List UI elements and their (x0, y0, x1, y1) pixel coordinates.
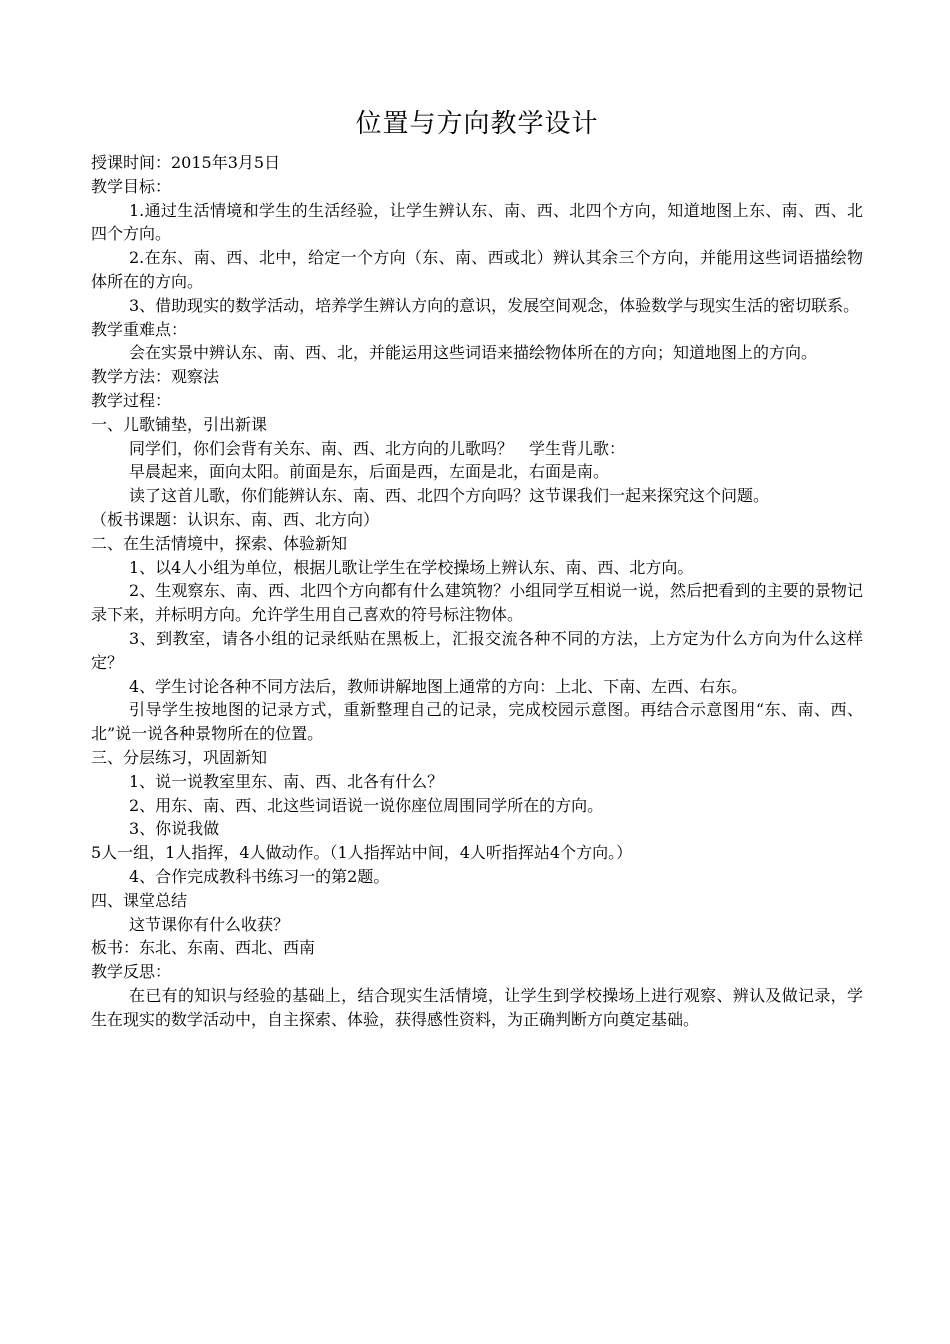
board-writing: 板书：东北、东南、西北、西南 (91, 938, 316, 958)
section-3-item-2: 2、用东、南、西、北这些词语说一说你座位周围同学所在的方向。 (129, 795, 604, 815)
section-2-heading: 二、在生活情境中，探索、体验新知 (91, 533, 348, 553)
process-heading: 教学过程： (91, 390, 172, 410)
goal-2: 2.在东、南、西、北中，给定一个方向（东、南、西或北）辨认其余三个方向，并能用这些词语描绘物体所在的方向。 (91, 248, 863, 291)
section-2-item-4: 4、学生讨论各种不同方法后，教师讲解地图上通常的方向：上北、下南、左西、右东。 (129, 676, 748, 696)
goal-1: 1.通过生活情境和学生的生活经验，让学生辨认东、南、西、北四个方向，知道地图上东、南、西、北四个方向。 (91, 200, 863, 244)
section-4-line: 这节课你有什么收获？ (129, 914, 290, 934)
key-points: 会在实景中辨认东、南、西、北，并能运用这些词语来描绘物体所在的方向；知道地图上的方向。 (129, 343, 818, 363)
section-1-line-2: 早晨起来，面向太阳。前面是东，后面是西，左面是北，右面是南。 (129, 462, 610, 482)
goal-3: 3、借助现实的数学活动，培养学生辨认方向的意识，发展空间观念，体验数学与现实生活的密切联系。 (129, 295, 860, 315)
section-2-item-5: 引导学生按地图的记录方式，重新整理自己的记录，完成校园示意图。再结合示意图用“东、南、西、北”说一说各种景物所在的位置。 (91, 700, 863, 744)
section-2-item-2: 2、生观察东、南、西、北四个方向都有什么建筑物？小组同学互相说一说，然后把看到的主要的景物记录下来，并标明方向。允许学生用自己喜欢的符号标注物体。 (91, 581, 863, 625)
section-2-item-3: 3、到教室，请各小组的记录纸贴在黑板上，汇报交流各种不同的方法，上方定为什么方向为什么这样定？ (91, 628, 863, 672)
class-time: 授课时间：2015年3月5日 (91, 153, 281, 172)
section-1-line-1: 同学们，你们会背有关东、南、西、北方向的儿歌吗？ 学生背儿歌： (129, 438, 626, 458)
section-1-heading: 一、儿歌铺垫，引出新课 (91, 414, 268, 434)
teaching-method: 教学方法：观察法 (91, 367, 220, 387)
section-2-item-1: 1、以4人小组为单位，根据儿歌让学生在学校操场上辨认东、南、西、北方向。 (129, 557, 694, 577)
section-3-item-3-detail: 5人一组，1人指挥，4人做动作。（1人指挥站中间，4人听指挥站4个方向。） (91, 843, 633, 863)
document-body (91, 151, 863, 1031)
section-1-line-4: （板书课题：认识东、南、西、北方向） (91, 509, 380, 529)
section-3-item-3: 3、你说我做 (129, 819, 220, 839)
section-3-heading: 三、分层练习，巩固新知 (91, 747, 268, 767)
section-1-line-3: 读了这首儿歌，你们能辨认东、南、西、北四个方向吗？这节课我们一起来探究这个问题。 (129, 486, 770, 506)
key-points-heading: 教学重难点： (91, 319, 188, 339)
reflection-text: 在已有的知识与经验的基础上，结合现实生活情境，让学生到学校操场上进行观察、辨认及做记录，学生在现实的数学活动中，自主探索、体验，获得感性资料，为正确判断方向奠定基础。 (91, 985, 863, 1029)
document-title: 位置与方向教学设计 (355, 109, 599, 139)
reflection-heading: 教学反思： (91, 962, 172, 982)
section-3-item-4: 4、合作完成教科书练习一的第2题。 (129, 866, 390, 886)
goals-heading: 教学目标： (91, 176, 172, 196)
section-3-item-1: 1、说一说教室里东、南、西、北各有什么？ (129, 771, 444, 791)
section-4-heading: 四、课堂总结 (91, 890, 188, 910)
